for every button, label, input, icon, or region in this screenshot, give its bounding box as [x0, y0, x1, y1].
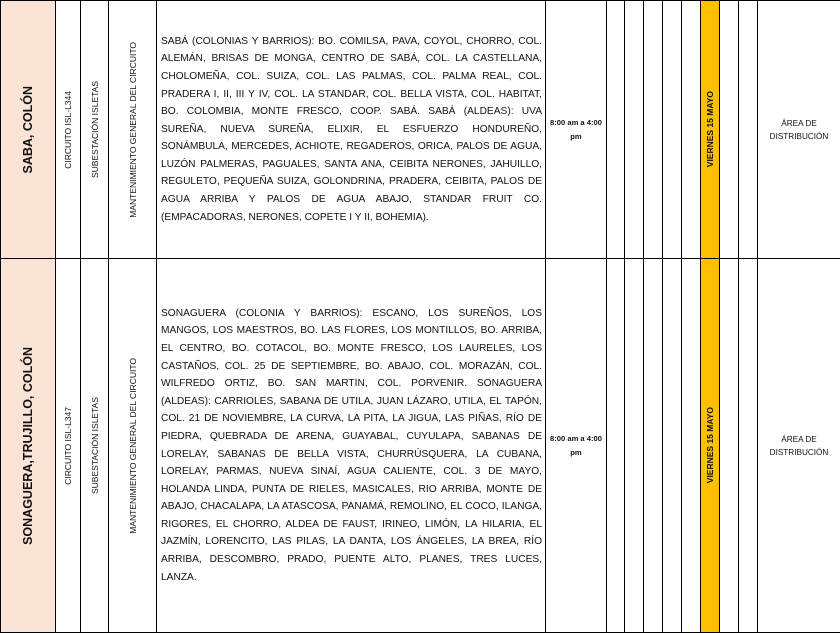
work-cell: [109, 259, 157, 633]
circuit-label: CIRCUITO ISL-L344: [63, 91, 73, 169]
day-cell-highlight: [701, 259, 720, 633]
day-cell-mon: [607, 259, 625, 633]
circuit-cell: [56, 1, 81, 259]
affected-areas-cell: SABÁ (COLONIAS Y BARRIOS): BO. COMILSA, PAVA, COYOL, CHORRO, COL. ALEMÁN, BRISAS DE MONGA, CENTRO DE SABÁ, COL. LA CASTELLANA, CHOLOMEÑA, COL. SUIZA, COL. LAS PALMAS, COL. PALMA REAL, COL. PRADERA I, II, III Y IV, COL. LA STANDAR, COL. BELLA VISTA, COL. HABITAT, BO. COLOMBIA, MONTE FRESCO, COOP. SABÁ. SABÁ (ALDEAS): UVA SUREÑA, NUEVA SUREÑA, ELIXIR, EL ESFUERZO HONDUREÑO, SONÁMBULA, MERCEDES, ACHIOTE, REGADEROS, ORICA, PALOS DE AGUA, LUZÓN PALMERAS, PAGUALES, SANTA ANA, CEIBITA NERONES, JAHUILLO, REGULETO, PEQUEÑA SUIZA, GOLONDRINA, PRADERA, CEIBITA, PALOS DE AGUA ARRIBA Y PALOS DE AGUA ABAJO, STANDAR FRUIT CO. (EMPACADORAS, NERONES, COPETE I Y II, BOHEMIA).: [157, 1, 546, 259]
substation-cell: [81, 259, 109, 633]
day-cell-highlight: [701, 1, 720, 259]
location-label: SABA, COLÓN: [21, 86, 35, 174]
day-cell-thu: [663, 1, 682, 259]
work-cell: [109, 1, 157, 259]
responsible-cell: ÁREA DE DISTRIBUCIÓN: [758, 259, 840, 633]
substation-cell: [81, 1, 109, 259]
time-cell: 8:00 am a 4:00 pm: [546, 1, 607, 259]
work-label: MANTENIMIENTO GENERAL DEL CIRCUITO: [128, 358, 138, 534]
work-label: MANTENIMIENTO GENERAL DEL CIRCUITO: [128, 42, 138, 218]
table-row: [1, 259, 840, 633]
time-cell: 8:00 am a 4:00 pm: [546, 259, 607, 633]
substation-label: SUBESTACIÓN ISLETAS: [90, 81, 100, 178]
circuit-cell: [56, 259, 81, 633]
day-cell-mon: [607, 1, 625, 259]
location-cell: [1, 1, 56, 259]
day-cell-sun: [739, 259, 758, 633]
location-label: SONAGUERA,TRUJILLO, COLÓN: [21, 347, 35, 545]
day-cell-blank: [682, 1, 701, 259]
day-cell-thu: [663, 259, 682, 633]
affected-areas-cell: SONAGUERA (COLONIA Y BARRIOS): ESCANO, LOS SUREÑOS, LOS MANGOS, LOS MAESTROS, BO. LAS FLORES, LOS MONTILLOS, BO. ARRIBA, EL CENTRO, BO. COTACOL, BO. MONTE FRESCO, LOS LAURELES, LOS CASTAÑOS, COL. 25 DE SEPTIEMBRE, BO. ABAJO, COL. MORAZÁN, COL. WILFREDO ORTIZ, BO. SAN MARTIN, COL. PORVENIR. SONAGUERA (ALDEAS): CARRIOLES, SABANA DE UTILA, JUAN LÁZARO, UTILA, EL TAPÓN, COL. 21 DE NOVIEMBRE, LA CURVA, LA PITA, LA JIGUA, LAS PIÑAS, RÍO DE PIEDRA, QUEBRADA DE ARENA, GUAYABAL, CUYULAPA, SABANAS DE LORELAY, SABANAS DE BELLA VISTA, CHURRÚSQUERA, LA CUBANA, LORELAY, PARMAS, NUEVA SINAÍ, AGUA CALIENTE, COL. 3 DE MAYO, HOLANDA LINDA, PUNTA DE RIELES, MASICALES, RIO ARRIBA, MONTE DE ABAJO, CHACALAPA, LA ATASCOSA, PANAMÁ, REMOLINO, EL COCO, ILANGA, RIGORES, EL CHORRO, ALDEA DE FAUST, IRINEO, LIMÓN, LA HILARIA, EL JAZMÍN, LORENCITO, LAS PILAS, LA DANTA, LOS ÁNGELES, LA BREA, RÍO ARRIBA, DESCOMBRO, PRADO, PUENTE ALTO, PLANES, TRES LUCES, LANZA.: [157, 259, 546, 633]
day-cell-sun: [739, 1, 758, 259]
circuit-label: CIRCUITO ISL-L347: [63, 407, 73, 485]
day-cell-blank: [682, 259, 701, 633]
day-cell-sat: [720, 1, 739, 259]
substation-label: SUBESTACIÓN ISLETAS: [90, 397, 100, 494]
day-label: VIERNES 15 MAYO: [705, 407, 715, 483]
responsible-cell: ÁREA DE DISTRIBUCIÓN: [758, 1, 840, 259]
day-cell-wed: [644, 259, 663, 633]
day-cell-wed: [644, 1, 663, 259]
location-cell: [1, 259, 56, 633]
day-cell-tue: [625, 1, 644, 259]
day-cell-sat: [720, 259, 739, 633]
day-label: VIERNES 15 MAYO: [705, 91, 715, 167]
table-row: [1, 1, 840, 259]
day-cell-tue: [625, 259, 644, 633]
